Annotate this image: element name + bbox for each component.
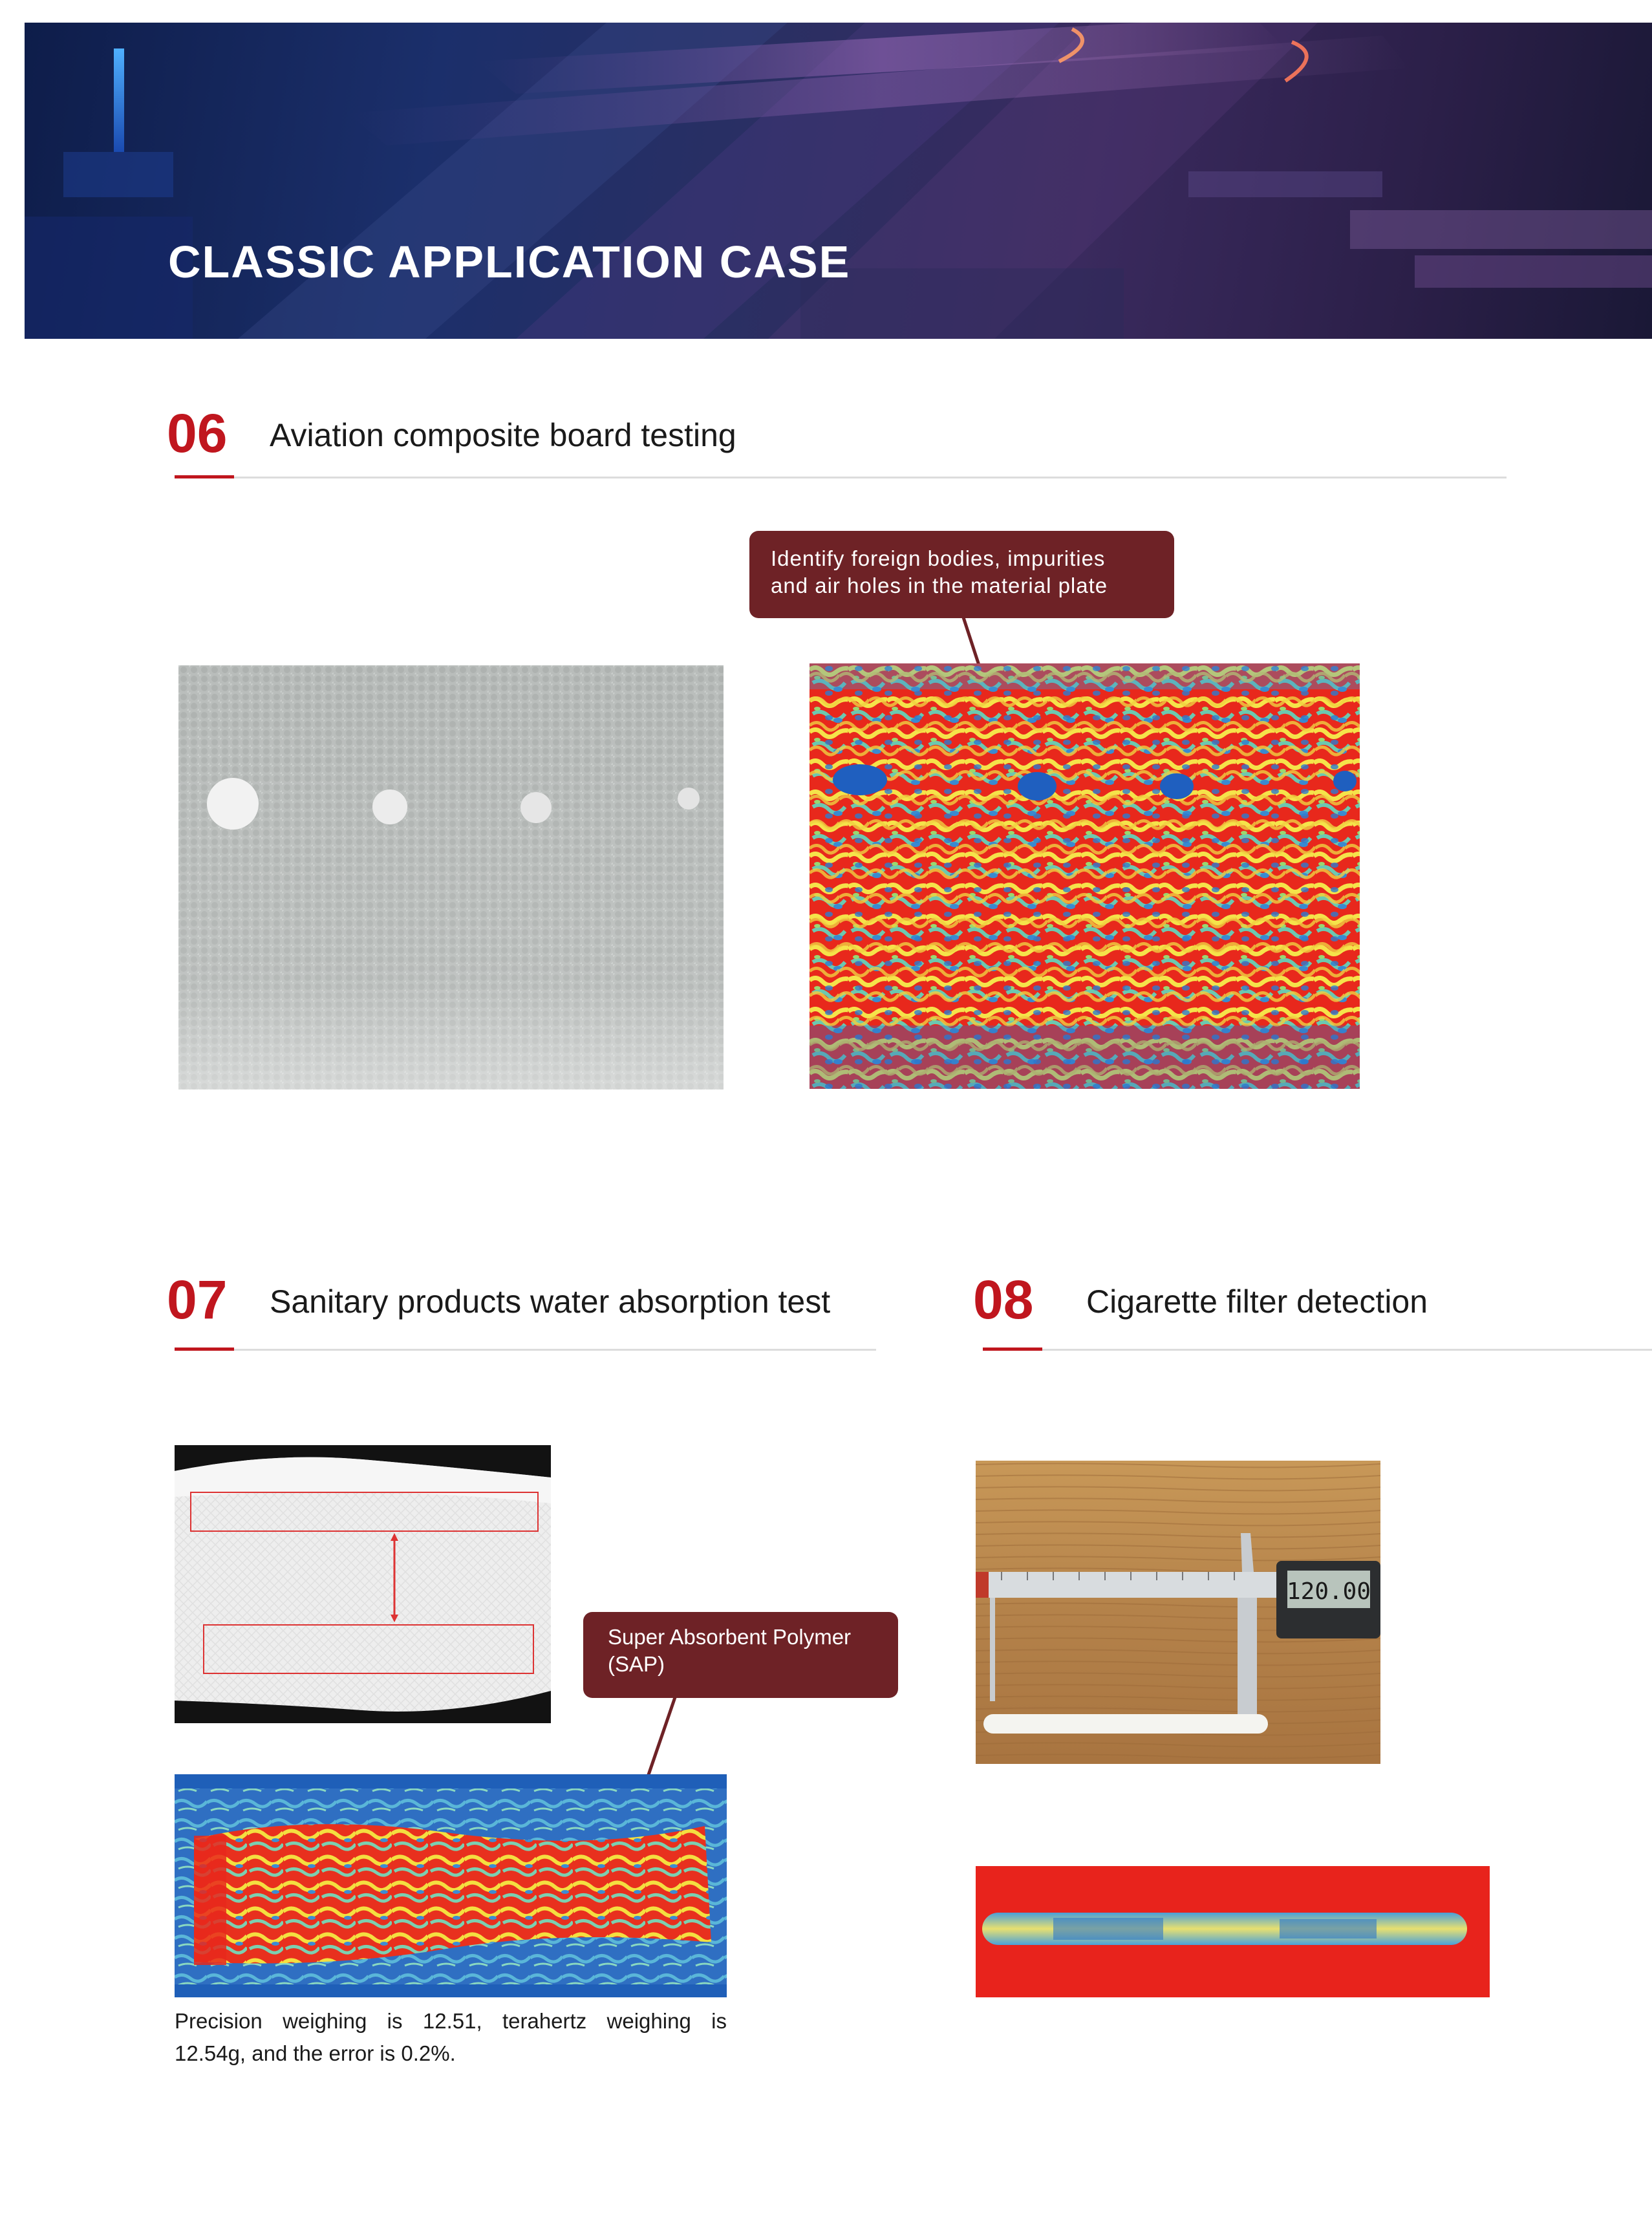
caption-line-2: 12.54g, and the error is 0.2%. — [175, 2041, 456, 2065]
callout-line-2: (SAP) — [608, 1652, 665, 1676]
callout-line-1: Identify foreign bodies, impurities — [771, 546, 1106, 570]
section-rule-07 — [175, 1349, 876, 1351]
section-title-08: Cigarette filter detection — [1086, 1283, 1428, 1320]
caliper-reading: 120.00 — [1286, 1578, 1371, 1605]
section-divider — [169, 1164, 1534, 1174]
section-accent-06 — [175, 475, 234, 478]
section-number-06: 06 — [167, 403, 228, 464]
caption-weighing — [175, 2005, 727, 2070]
cigarette-filter-photo — [976, 1461, 1380, 1764]
header-banner — [25, 23, 1652, 339]
page-title: CLASSIC APPLICATION CASE — [168, 237, 851, 287]
caption-line-1: Precision weighing is 12.51, terahertz weighing is — [175, 2009, 727, 2033]
callout-foreign-bodies — [749, 531, 1174, 618]
section-number-08: 08 — [973, 1269, 1034, 1330]
sanitary-pad-photo — [175, 1445, 551, 1723]
section-rule-08 — [983, 1349, 1652, 1351]
section-accent-07 — [175, 1348, 234, 1351]
callout-line-2: and air holes in the material plate — [771, 574, 1108, 597]
banner-background — [25, 23, 1652, 339]
callout-sap — [583, 1612, 898, 1698]
section-title-07: Sanitary products water absorption test — [270, 1283, 831, 1320]
composite-board-thz-image — [810, 663, 1360, 1089]
section-number-07: 07 — [167, 1269, 228, 1330]
cigarette-filter-thz-image — [976, 1866, 1490, 1997]
callout-line-1: Super Absorbent Polymer — [608, 1625, 852, 1649]
section-title-06: Aviation composite board testing — [270, 417, 736, 453]
section-accent-08 — [983, 1348, 1042, 1351]
composite-board-photo — [178, 665, 724, 1090]
section-rule-06 — [175, 477, 1507, 478]
sanitary-pad-thz-image — [175, 1774, 727, 1997]
